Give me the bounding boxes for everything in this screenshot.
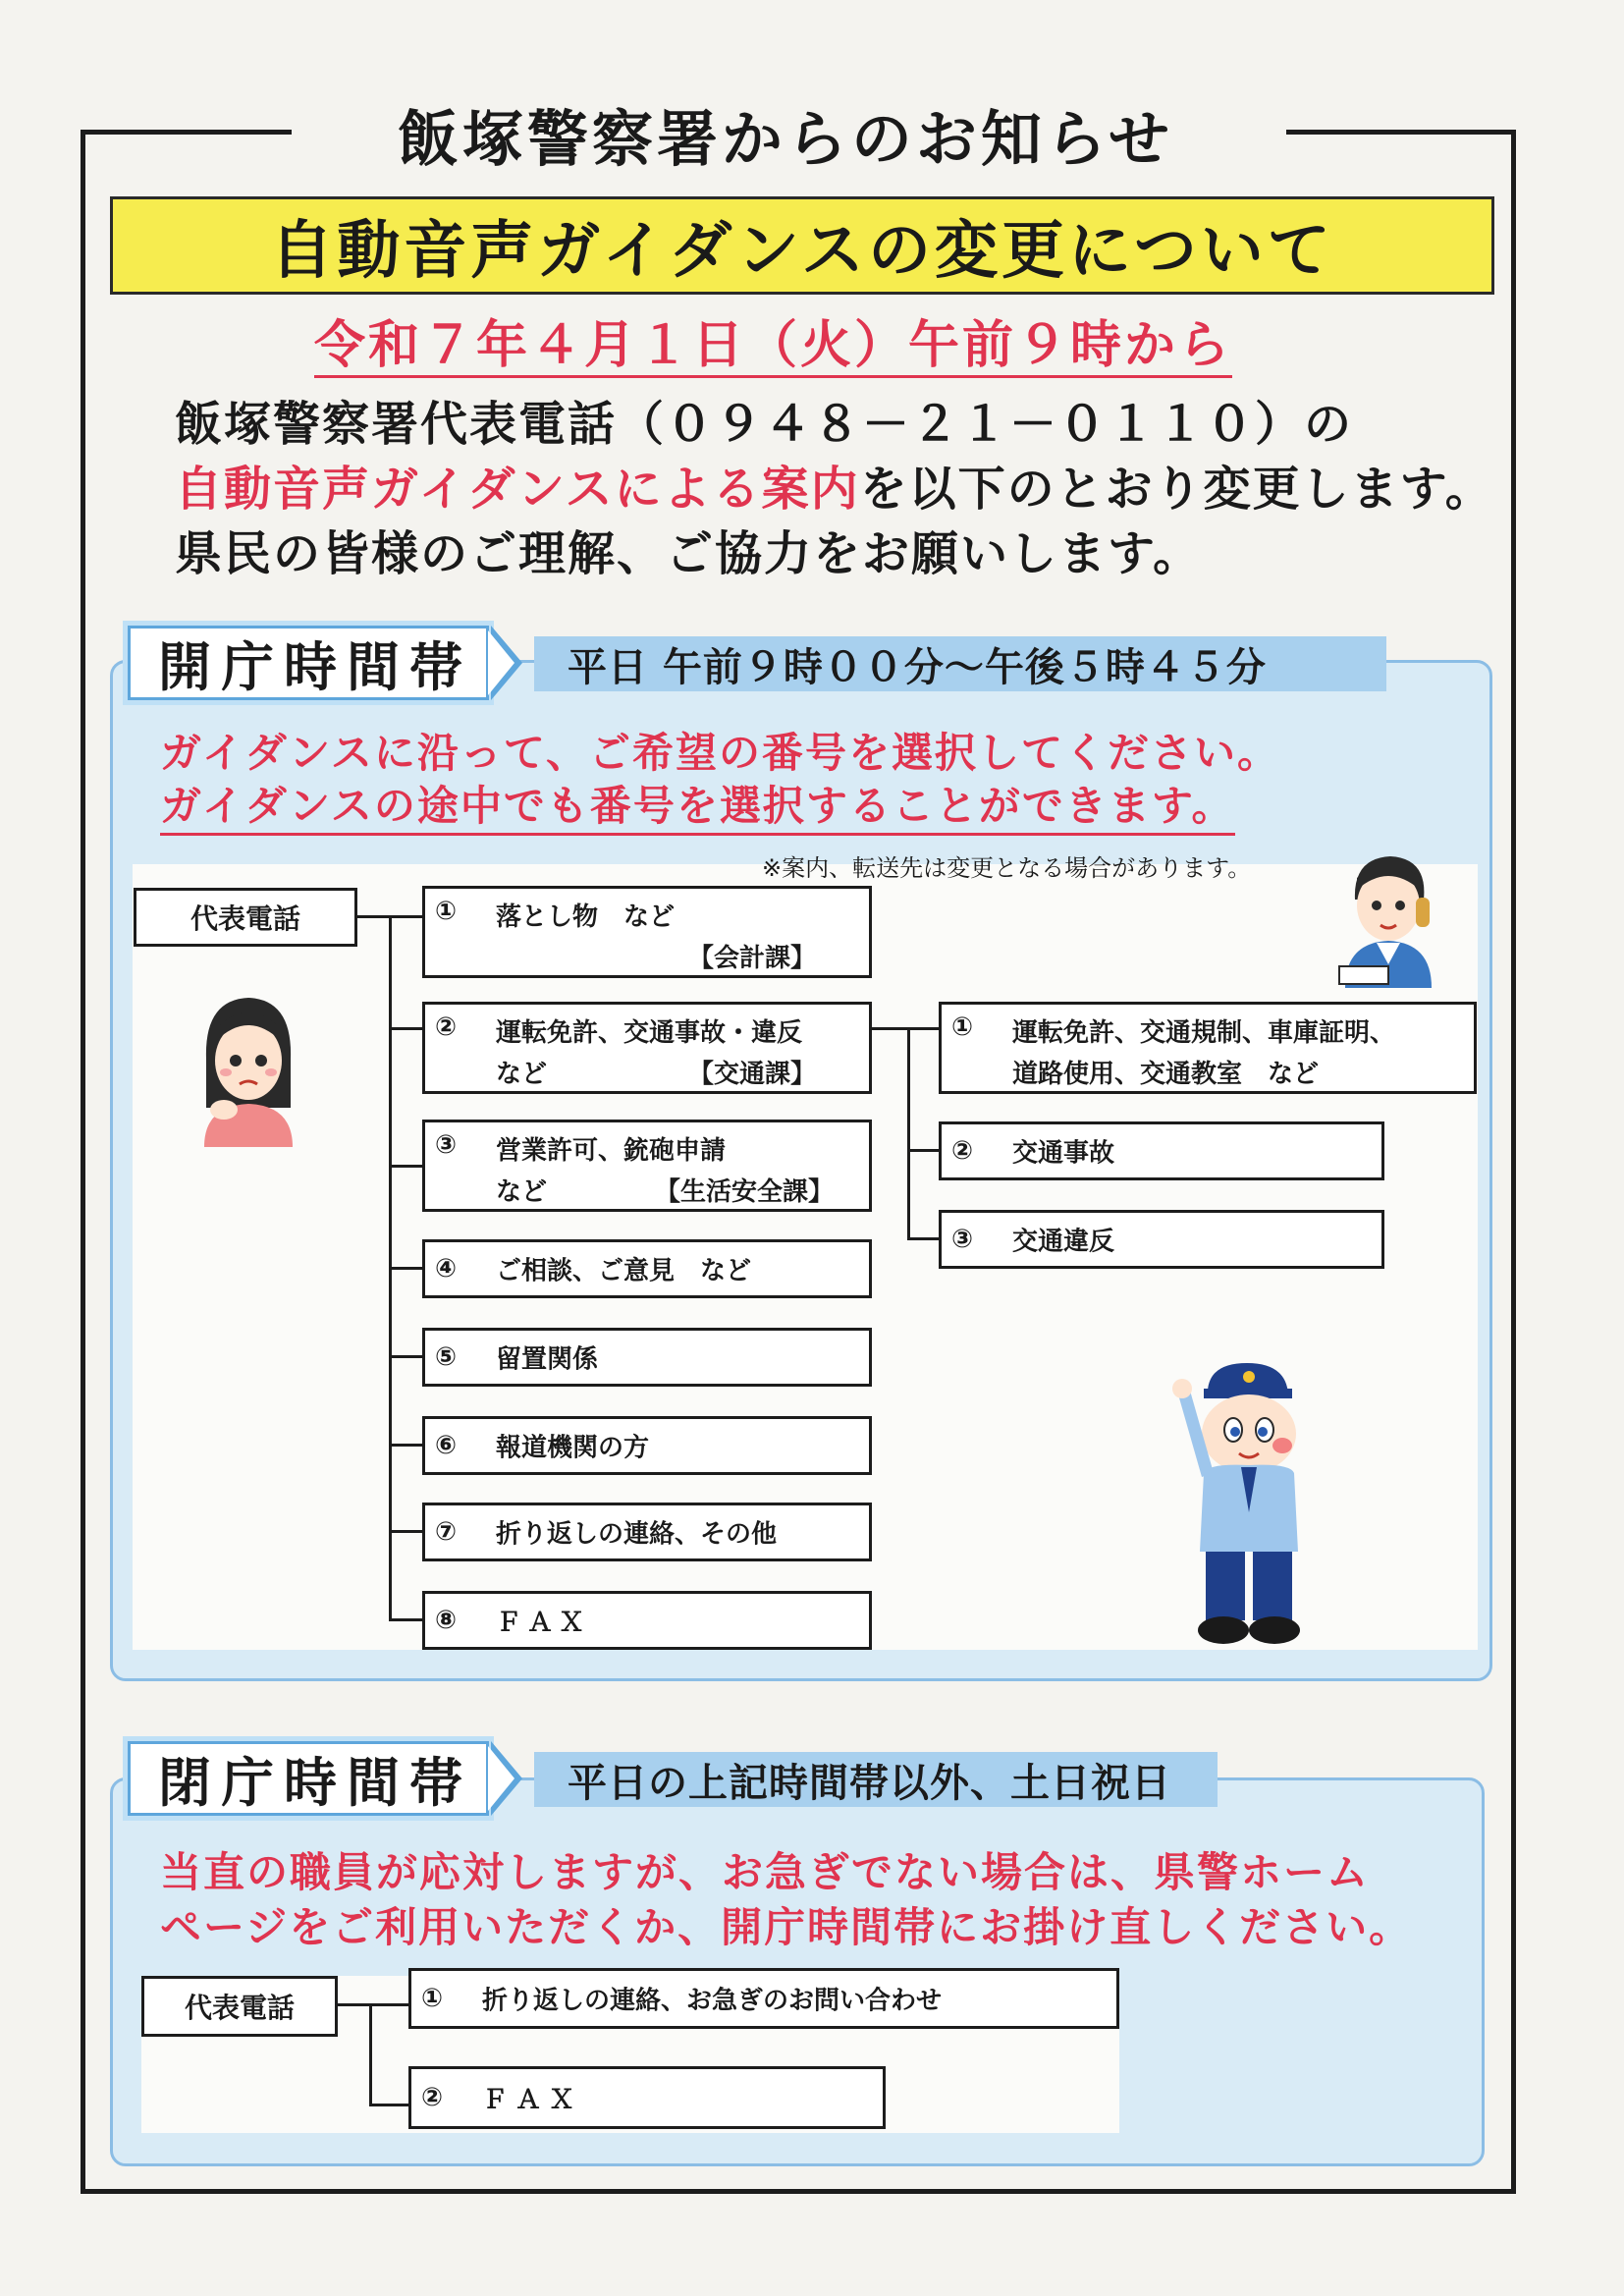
- option-box-1: [422, 886, 872, 978]
- option-text: 落とし物 など: [496, 902, 676, 932]
- connector: [369, 2104, 408, 2106]
- frame-top-line-left: [81, 130, 292, 135]
- option-text: 営業許可、銃砲申請: [496, 1136, 727, 1166]
- closed-option-box-1: [408, 1968, 1119, 2029]
- closed-hours-tab-arrow-inner: [488, 1746, 514, 1811]
- intro-line-2: [175, 460, 1494, 519]
- option-box-6: [422, 1416, 872, 1475]
- option-number: ②: [421, 2083, 444, 2112]
- closed-hours-message-1: 当直の職員が応対しますが、お急ぎでない場合は、県警ホーム: [160, 1848, 1371, 1896]
- sub-option-box-3: [939, 1210, 1384, 1269]
- connector: [389, 1355, 422, 1358]
- intro-line-2-rest: を以下のとおり変更します。: [859, 462, 1494, 517]
- option-text-2: 道路使用、交通教室 など: [1012, 1060, 1320, 1089]
- option-number: ③: [435, 1130, 458, 1160]
- effective-date: 令和７年４月１日（火）午前９時から: [314, 316, 1232, 378]
- connector: [389, 1027, 422, 1030]
- worried-woman-illustration: [194, 990, 302, 1147]
- connector: [389, 1165, 422, 1168]
- option-text: 運転免許、交通事故・違反: [496, 1018, 803, 1048]
- connector: [389, 1618, 422, 1621]
- sub-connector: [907, 1237, 939, 1240]
- option-number: ①: [951, 1012, 974, 1042]
- intro-line-1: 飯塚警察署代表電話（０９４８－２１－０１１０）の: [175, 397, 1354, 452]
- option-number: ②: [951, 1136, 974, 1166]
- option-dept: 【会計課】: [687, 944, 816, 973]
- option-number: ⑥: [435, 1431, 458, 1460]
- option-box-2: [422, 1002, 872, 1094]
- police-mascot-illustration: [1168, 1355, 1316, 1650]
- option-box-8: [422, 1591, 872, 1650]
- intro-line-3: 県民の皆様のご理解、ご協力をお願いします。: [175, 526, 1203, 581]
- open-hours-message-1: ガイダンスに沿って、ご希望の番号を選択してください。: [160, 729, 1281, 777]
- option-text: 交通事故: [1012, 1138, 1115, 1169]
- option-text: 報道機関の方: [496, 1433, 650, 1463]
- option-number: ①: [421, 1984, 444, 2013]
- option-number: ②: [435, 1012, 458, 1042]
- connector: [338, 2003, 371, 2006]
- sub-connector: [872, 1027, 907, 1030]
- intro-highlight: 自動音声ガイダンスによる案内: [175, 462, 860, 517]
- option-text: 折り返しの連絡、その他: [496, 1519, 778, 1550]
- connector-trunk: [369, 2003, 372, 2105]
- option-text: 折り返しの連絡、お急ぎのお問い合わせ: [482, 1986, 943, 2016]
- sub-option-box-1: [939, 1002, 1477, 1094]
- option-text: ご相談、ご意見 など: [496, 1256, 752, 1286]
- connector: [357, 915, 389, 918]
- option-text-2: など: [496, 1060, 548, 1089]
- open-hours-tab-arrow-inner: [488, 630, 514, 695]
- option-dept: 【生活安全課】: [654, 1177, 834, 1207]
- option-number: ⑧: [435, 1606, 458, 1635]
- connector: [389, 915, 422, 918]
- connector: [389, 1444, 422, 1447]
- option-text-2: など: [496, 1177, 548, 1207]
- subtitle-banner: 自動音声ガイダンスの変更について: [110, 196, 1494, 295]
- connector: [389, 1530, 422, 1533]
- option-text: 運転免許、交通規制、車庫証明、: [1012, 1018, 1396, 1048]
- sub-option-box-2: [939, 1121, 1384, 1180]
- option-number: ①: [435, 897, 458, 926]
- option-number: ⑦: [435, 1517, 458, 1547]
- closed-hours-tab: 閉庁時間帯: [128, 1741, 489, 1816]
- sub-connector-trunk: [907, 1027, 910, 1239]
- connector: [389, 1267, 422, 1270]
- option-text: 交通違反: [1012, 1227, 1115, 1257]
- option-box-5: [422, 1328, 872, 1387]
- option-box-4: [422, 1239, 872, 1298]
- closed-hours-message-2: ページをご利用いただくか、開庁時間帯にお掛け直しください。: [160, 1903, 1413, 1951]
- option-number: ④: [435, 1254, 458, 1284]
- frame-top-line-right: [1286, 130, 1516, 135]
- option-text: 留置関係: [496, 1344, 599, 1375]
- open-hours-message-2: ガイダンスの途中でも番号を選択することができます。: [160, 780, 1235, 836]
- option-dept: 【交通課】: [687, 1060, 816, 1089]
- connector: [369, 2003, 408, 2006]
- option-number: ⑤: [435, 1342, 458, 1372]
- option-text: ＦＡＸ: [496, 1608, 591, 1638]
- option-box-7: [422, 1503, 872, 1561]
- sub-connector: [907, 1027, 939, 1030]
- closed-option-box-2: [408, 2066, 886, 2129]
- option-text: ＦＡＸ: [482, 2085, 583, 2115]
- open-hours-tab: 開庁時間帯: [128, 626, 489, 700]
- open-hours-note: ※案内、転送先は変更となる場合があります。: [762, 854, 1252, 882]
- open-root-box: 代表電話: [134, 888, 357, 947]
- option-box-3: [422, 1120, 872, 1212]
- page-title: 飯塚警察署からのお知らせ: [397, 103, 1174, 175]
- open-hours-time-range: 平日 午前９時００分～午後５時４５分: [534, 636, 1386, 691]
- closed-root-box: 代表電話: [141, 1976, 338, 2037]
- operator-illustration: [1326, 841, 1443, 988]
- closed-hours-time-range: 平日の上記時間帯以外、土日祝日: [534, 1752, 1218, 1807]
- sub-connector: [907, 1149, 939, 1152]
- option-number: ③: [951, 1225, 974, 1254]
